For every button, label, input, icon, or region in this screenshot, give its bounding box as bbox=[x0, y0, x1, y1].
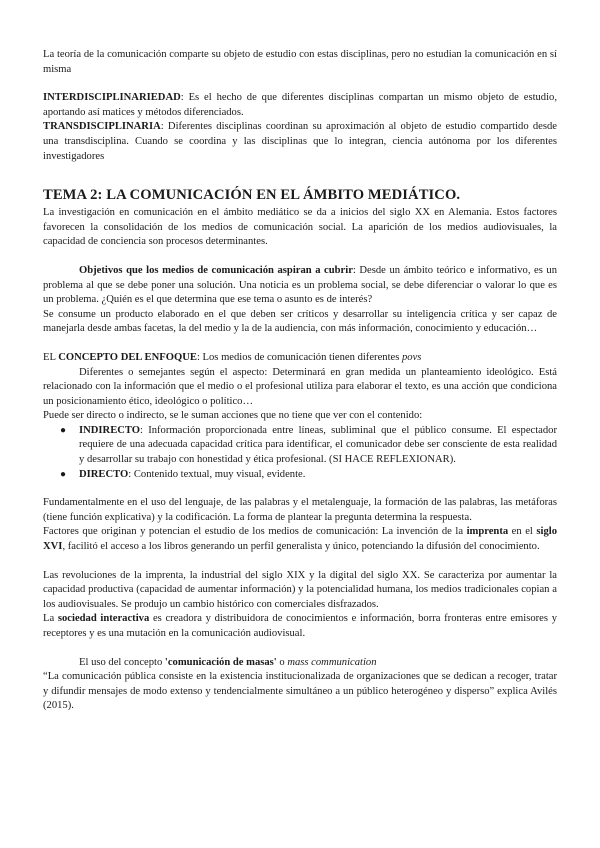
masas-italic: mass communication bbox=[287, 656, 377, 668]
objetivos-paragraph-2: Se consume un producto elaborado en el que deben ser críticos y desarrollar su inteligencia crítica y ser capaz de manejarla desde ambas facetas, la del medio y la de la audiencia, con más información, conocimiento y educación… bbox=[43, 308, 557, 335]
revoluciones-paragraph-2 bbox=[43, 612, 557, 641]
bullet-indirecto-text: : Información proporcionada entre líneas, subliminal que el público consume. El espectador requiere de una adecuada capacidad crítica para identificar, el comunicador debe ser consciente de esta realidad y desarrollar su trabajo con honestidad y ética profesional. (SI HACE REFLEXIONAR). bbox=[79, 424, 557, 466]
masas-bold: 'comunicación de masas' bbox=[164, 656, 277, 668]
bullet-indirecto-term: INDIRECTO bbox=[79, 424, 141, 436]
bullet-dot-icon: ● bbox=[60, 468, 67, 480]
lenguaje-bold-imprenta: imprenta bbox=[466, 526, 509, 538]
interdisciplinariedad-paragraph bbox=[43, 91, 557, 120]
document-page bbox=[43, 48, 557, 714]
lenguaje-text-c: en el bbox=[508, 526, 537, 538]
tema2-paragraph: La investigación en comunicación en el ámbito mediático se da a inicios del siglo XX en Alemania. Estos factores favorecen la consolidación de los medios de comunicación social. La aparición de los medios audiovisuales, la capacidad de conciencia son procesos determinantes. bbox=[43, 207, 557, 248]
transdisciplinaria-term: TRANSDISCIPLINARIA bbox=[43, 121, 161, 133]
lenguaje-text-e: , facilitó el acceso a los libros generando un perfil generalista y único, potenciando la difusión del conocimiento. bbox=[62, 541, 540, 553]
enfoque-heading-paragraph bbox=[43, 351, 557, 366]
masas-mid: o bbox=[276, 656, 288, 668]
tema2-heading: TEMA 2: LA COMUNICACIÓN EN EL ÁMBITO MEDIÁTICO. bbox=[43, 187, 461, 204]
masas-heading-paragraph bbox=[43, 656, 557, 671]
transdisciplinaria-text: : Diferentes disciplinas coordinan su aproximación al objeto de estudio compartido desde una transdisciplina. Cuando se coordina y las disciplinas que lo integran, ciencia autónoma por los diferentes investigadores bbox=[43, 121, 557, 162]
bullet-directo-text: : Contenido textual, muy visual, evidente. bbox=[128, 468, 306, 480]
bullet-directo-term: DIRECTO bbox=[79, 468, 129, 480]
transdisciplinaria-paragraph bbox=[43, 120, 557, 164]
enfoque-text: : Los medios de comunicación tienen diferentes bbox=[196, 351, 402, 363]
interdisciplinariedad-term: INTERDISCIPLINARIEDAD bbox=[43, 92, 181, 104]
bullet-dot-icon: ● bbox=[60, 424, 67, 436]
revoluciones-paragraph-1: Las revoluciones de la imprenta, la industrial del siglo XIX y la digital del siglo XX. Se caracteriza por aumentar la capacidad productiva (capacidad de aumentar información) y la potencialidad humana, los medios tradicionales copian a los audiovisuales. Se produjo un cambio histórico con comerciales disfrazados. bbox=[43, 569, 557, 610]
enfoque-paragraph-2: Puede ser directo o indirecto, se le suman acciones que no tiene que ver con el contenido: bbox=[43, 410, 423, 422]
lenguaje-paragraph-2 bbox=[43, 525, 557, 554]
enfoque-bold: CONCEPTO DEL ENFOQUE bbox=[58, 351, 197, 363]
enfoque-paragraph-1: Diferentes o semejantes según el aspecto: Determinará en gran medida un planteamiento ideológico. Está relacionado con la información que el medio o el profesional utiliza para elaborar el texto, es una acción que condiciona un posicionamiento ético, ideológico o político… bbox=[43, 366, 557, 407]
enfoque-prefix: EL bbox=[43, 351, 59, 363]
lenguaje-bold-siglo: siglo XVI bbox=[43, 526, 557, 553]
objetivos-bold: Objetivos que los medios de comunicación aspiran a cubrir bbox=[79, 264, 353, 276]
revoluciones-bold: sociedad interactiva bbox=[57, 613, 150, 625]
objetivos-text: : Desde un ámbito teórico e informativo, es un problema al que se debe poner una solución. Una noticia es un problema social, se debe diferenciar o valorar lo que es un problema. ¿Quién es el que determina que ese tema o asunto es de interés? bbox=[43, 264, 557, 306]
lenguaje-paragraph-1: Fundamentalmente en el uso del lenguaje, de las palabras y el metalenguaje, la formación de las palabras, las metáforas (tiene función explicativa) y la codificación. La forma de plantear la pregunta determina la respuesta. bbox=[43, 497, 557, 523]
objetivos-paragraph bbox=[43, 264, 557, 308]
masas-quote: “La comunicación pública consiste en la existencia institucionalizada de organizaciones que se dedican a recoger, tratar y difundir mensajes de modo extenso y tendencialmente simultáneo a un público heterogéneo y disperso” explica Avilés (2015). bbox=[43, 671, 557, 712]
lenguaje-text-a: Factores que originan y potencian el estudio de los medios de comunicación: La invención de la bbox=[43, 526, 467, 538]
bullet-indirecto bbox=[60, 424, 557, 468]
interdisciplinariedad-text: : Es el hecho de que diferentes disciplinas compartan un mismo objeto de estudio, aportando así matices y métodos diferenciados. bbox=[43, 92, 557, 118]
intro-paragraph: La teoría de la comunicación comparte su objeto de estudio con estas disciplinas, pero no estudian la comunicación en sí misma bbox=[43, 49, 557, 75]
enfoque-italic: povs bbox=[401, 351, 422, 363]
revoluciones-text-a: La bbox=[43, 613, 58, 625]
enfoque-bullet-list bbox=[43, 424, 557, 482]
bullet-directo bbox=[60, 468, 557, 483]
revoluciones-text-c: es creadora y distribuidora de conocimientos e información, borra fronteras entre emisores y receptores y es una mutación en la comunicación audiovisual. bbox=[43, 613, 557, 639]
masas-prefix: El uso del concepto bbox=[79, 656, 165, 668]
